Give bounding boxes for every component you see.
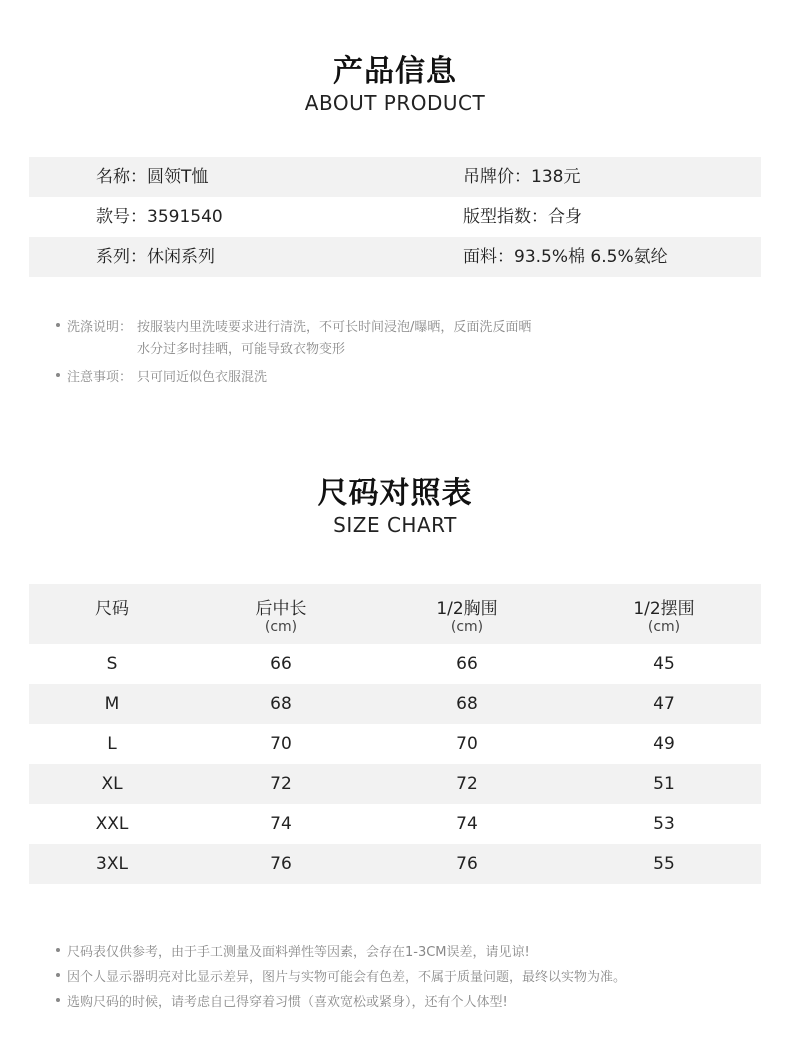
footer-note: 因个人显示器明亮对比显示差异，图片与实物可能会有色差，不属于质量问题，最终以实物为准。 bbox=[67, 970, 627, 985]
header-back-length bbox=[195, 584, 367, 644]
cell-back-length: 66 bbox=[270, 654, 292, 674]
table-row bbox=[29, 684, 761, 724]
cell-back-length: 74 bbox=[270, 814, 292, 834]
table-row bbox=[29, 844, 761, 884]
header-unit: (cm) bbox=[450, 619, 484, 635]
footer-note: 选购尺码的时候，请考虑自己得穿着习惯（喜欢宽松或紧身），还有个人体型! bbox=[67, 995, 508, 1010]
cell-half-chest: 72 bbox=[456, 774, 478, 794]
size-chart-table bbox=[29, 584, 761, 884]
size-chart-title: 尺码对照表 bbox=[317, 476, 473, 511]
bullet-icon bbox=[56, 948, 60, 952]
cell-size: L bbox=[107, 734, 117, 754]
size-chart-subtitle: SIZE CHART bbox=[333, 513, 457, 537]
header-unit: (cm) bbox=[647, 619, 681, 635]
header-label: 后中长 bbox=[255, 599, 307, 619]
info-fabric: 面料：93.5%棉 6.5%氨纶 bbox=[463, 247, 668, 267]
cell-half-chest: 68 bbox=[456, 694, 478, 714]
wash-label: 洗涤说明： bbox=[67, 320, 133, 335]
cell-back-length: 70 bbox=[270, 734, 292, 754]
header-label: 1/2摆围 bbox=[633, 599, 695, 619]
cell-half-hem: 53 bbox=[653, 814, 675, 834]
info-row bbox=[29, 237, 761, 277]
product-info-title: 产品信息 bbox=[333, 54, 457, 89]
cell-size: M bbox=[104, 694, 120, 714]
info-price: 吊牌价：138元 bbox=[463, 167, 581, 187]
bullet-icon bbox=[56, 323, 60, 327]
cell-half-hem: 47 bbox=[653, 694, 675, 714]
wash-instructions-line2: 水分过多时挂晒，可能导致衣物变形 bbox=[137, 342, 346, 357]
info-style-number: 款号：3591540 bbox=[96, 207, 223, 227]
cell-half-chest: 66 bbox=[456, 654, 478, 674]
attention-text: 只可同近似色衣服混洗 bbox=[137, 370, 268, 385]
footer-note: 尺码表仅供参考，由于手工测量及面料弹性等因素，会存在1-3CM误差，请见谅! bbox=[67, 945, 530, 960]
table-row bbox=[29, 764, 761, 804]
info-name: 名称：圆领T恤 bbox=[96, 167, 209, 187]
header-half-chest bbox=[367, 584, 567, 644]
header-label: 1/2胸围 bbox=[436, 599, 498, 619]
cell-half-hem: 49 bbox=[653, 734, 675, 754]
table-row bbox=[29, 724, 761, 764]
attention-label: 注意事项： bbox=[67, 370, 133, 385]
info-fit-index: 版型指数：合身 bbox=[463, 207, 582, 227]
info-row bbox=[29, 197, 761, 237]
table-row bbox=[29, 644, 761, 684]
header-size bbox=[29, 584, 195, 644]
product-info-subtitle: ABOUT PRODUCT bbox=[304, 91, 486, 115]
cell-size: XL bbox=[101, 774, 123, 794]
cell-half-hem: 51 bbox=[653, 774, 675, 794]
cell-back-length: 72 bbox=[270, 774, 292, 794]
cell-half-chest: 70 bbox=[456, 734, 478, 754]
cell-size: 3XL bbox=[96, 854, 128, 874]
header-half-hem bbox=[567, 584, 761, 644]
wash-instructions-line1: 按服装内里洗唛要求进行清洗，不可长时间浸泡/曝晒，反面洗反面晒 bbox=[137, 320, 532, 335]
bullet-icon bbox=[56, 373, 60, 377]
cell-half-hem: 45 bbox=[653, 654, 675, 674]
product-info-table bbox=[29, 157, 761, 277]
size-table-header bbox=[29, 584, 761, 644]
cell-back-length: 76 bbox=[270, 854, 292, 874]
cell-size: XXL bbox=[95, 814, 129, 834]
cell-half-hem: 55 bbox=[653, 854, 675, 874]
table-row bbox=[29, 804, 761, 844]
cell-half-chest: 74 bbox=[456, 814, 478, 834]
cell-half-chest: 76 bbox=[456, 854, 478, 874]
bullet-icon bbox=[56, 973, 60, 977]
header-unit: (cm) bbox=[264, 619, 298, 635]
info-series: 系列：休闲系列 bbox=[96, 247, 215, 267]
cell-back-length: 68 bbox=[270, 694, 292, 714]
header-label: 尺码 bbox=[95, 599, 129, 619]
cell-size: S bbox=[106, 654, 118, 674]
info-row bbox=[29, 157, 761, 197]
bullet-icon bbox=[56, 998, 60, 1002]
